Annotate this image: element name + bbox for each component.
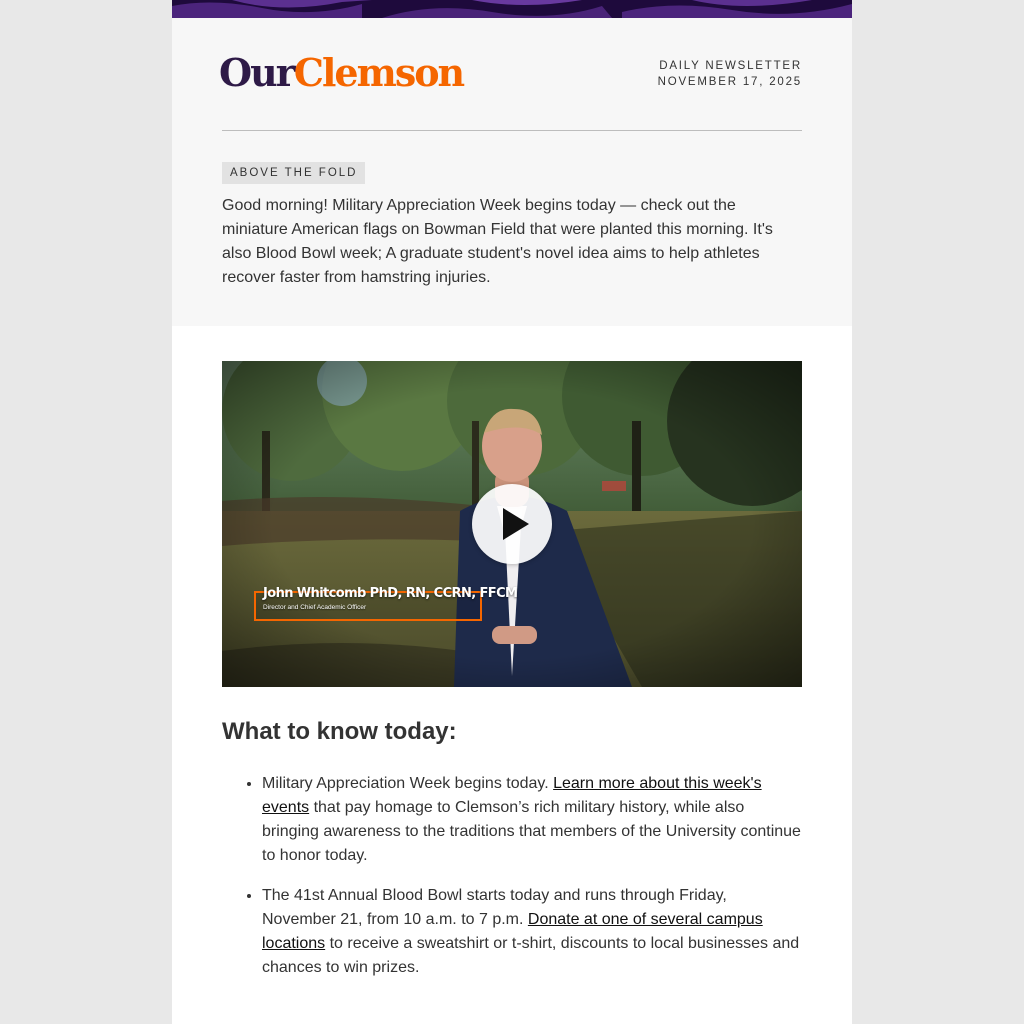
play-icon [503, 508, 529, 540]
item-text-after: that pay homage to Clemson’s rich military history, while also bringing awareness to the traditions that members of the University continue to honor today. [262, 799, 801, 864]
item-text-before: The 41st Annual Blood Bowl starts today and runs through Friday, November 21, from 10 a.m. to 7 p.m. [262, 887, 727, 928]
blood-bowl-donate-link[interactable]: Donate at one of several campus locations [262, 911, 763, 952]
list-item [262, 772, 802, 868]
newsletter-label: DAILY NEWSLETTER [659, 60, 802, 72]
newsletter-header [172, 18, 852, 326]
logo-clemson: Clemson [293, 50, 464, 95]
logo-our: Our [219, 50, 294, 95]
speaker-role: Director and Chief Academic Officer [263, 604, 367, 611]
top-banner [172, 0, 852, 18]
item-text-after: to receive a sweatshirt or t-shirt, discounts to local businesses and chances to win prizes. [262, 935, 800, 976]
list-item [262, 884, 802, 980]
video-thumbnail[interactable] [222, 361, 802, 687]
header-meta [658, 58, 802, 90]
video-lower-third [254, 586, 518, 621]
speaker-name: John Whitcomb PhD, RN, CCRN, FFCM [263, 586, 518, 601]
item-text-before: Military Appreciation Week begins today. [262, 775, 554, 792]
intro-paragraph: Good morning! Military Appreciation Week begins today — check out the miniature American flags on Bowman Field that were planted this morning. It's also Blood Bowl week; A graduate student's novel idea aims to help athletes recover faster from hamstring injuries. [222, 197, 773, 286]
what-to-know-heading: What to know today: [222, 718, 457, 745]
newsletter-date: NOVEMBER 17, 2025 [657, 76, 802, 88]
above-the-fold-tag: ABOVE THE FOLD [222, 162, 365, 184]
newsletter-email [172, 0, 852, 1024]
header-divider [222, 130, 802, 131]
play-button[interactable] [472, 484, 552, 564]
news-list [222, 772, 802, 996]
military-week-events-link[interactable]: Learn more about this week's events [262, 775, 762, 816]
ourclemson-logo[interactable] [219, 50, 463, 96]
